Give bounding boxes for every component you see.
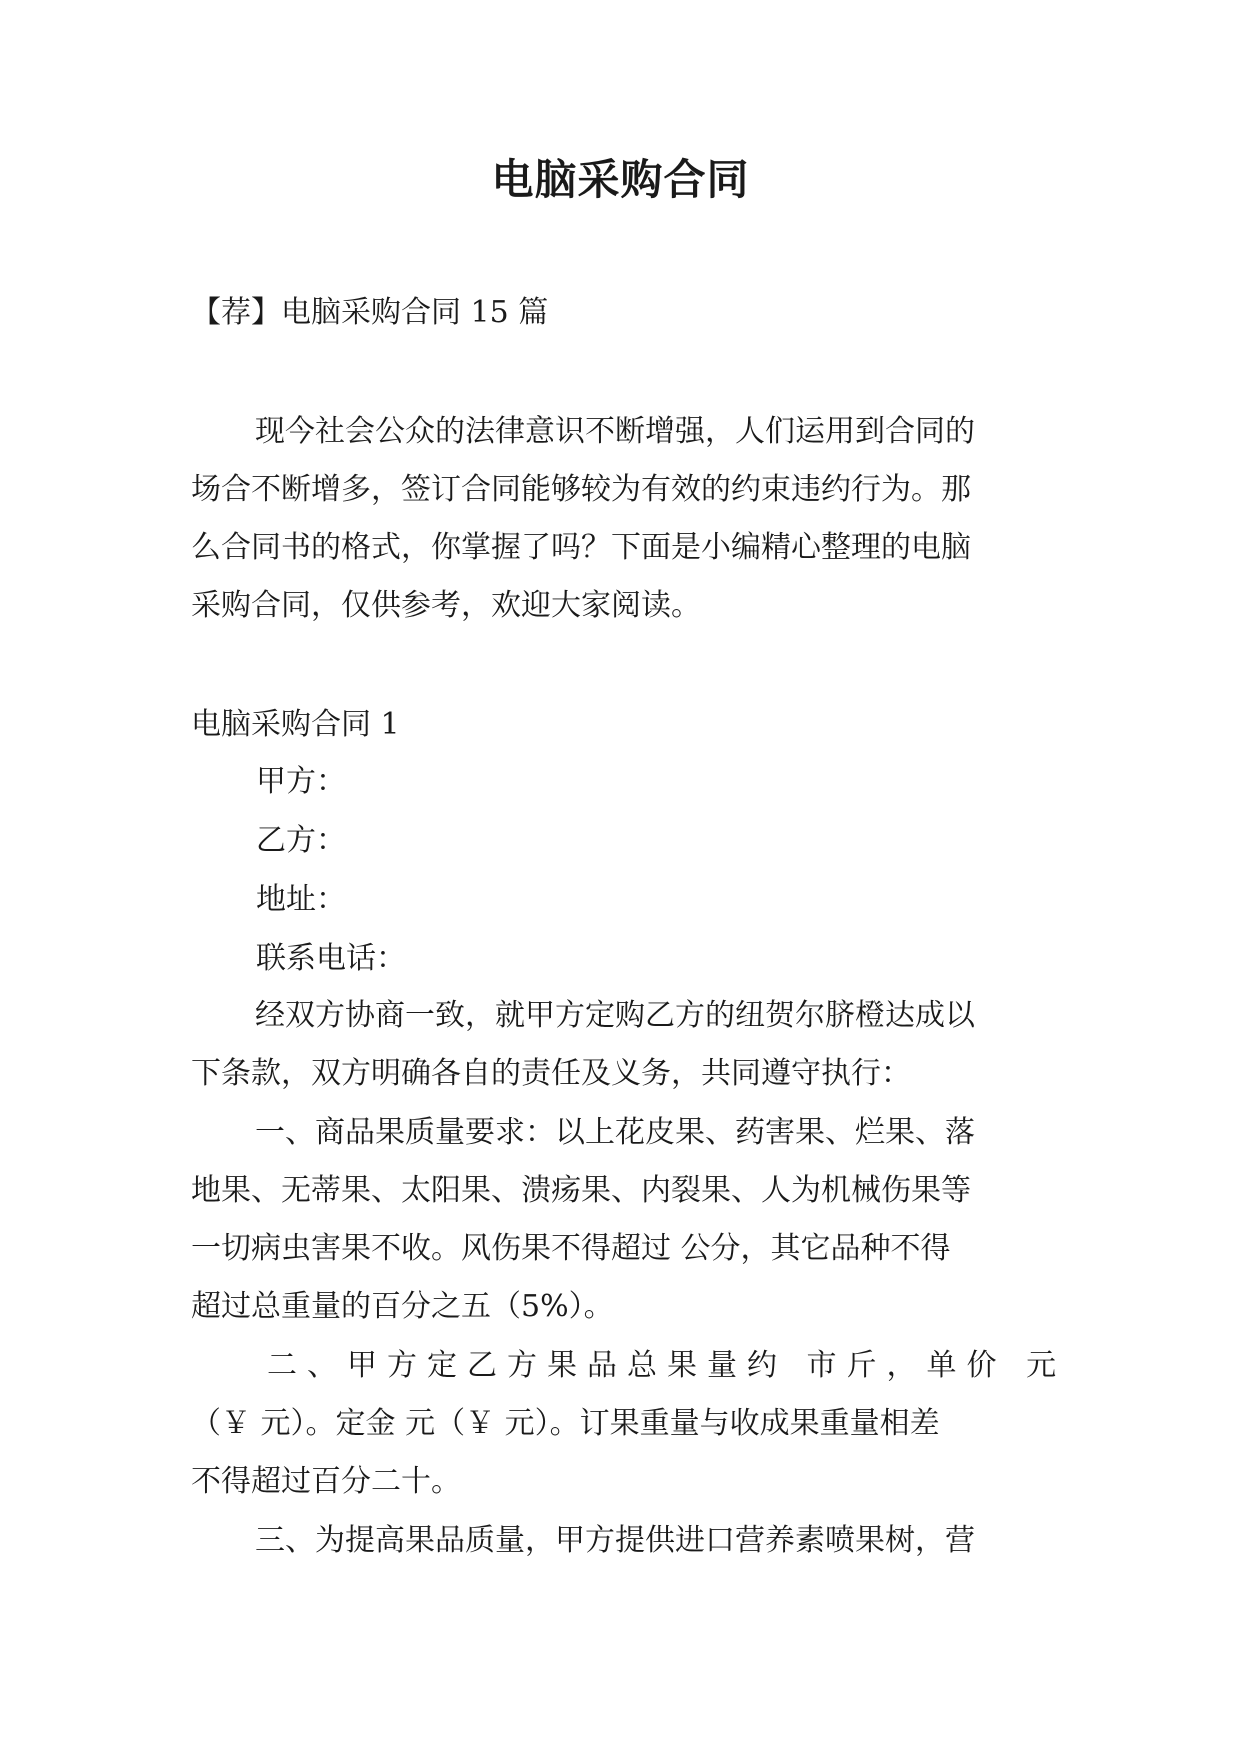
agreement-line: 经双方协商一致，就甲方定购乙方的纽贺尔脐橙达成以 [255,998,975,1033]
quality-line: 一切病虫害果不收。风伤果不得超过 公分，其它品种不得 [191,1231,951,1266]
nutrient-line: 三、为提高果品质量，甲方提供进口营养素喷果树，营 [255,1523,975,1558]
intro-line: 现今社会公众的法律意识不断增强，人们运用到合同的 [255,414,975,449]
quality-line: 地果、无蒂果、太阳果、溃疡果、内裂果、人为机械伤果等 [191,1173,971,1208]
agreement-paragraph [191,987,1051,1103]
address-field [256,871,956,929]
quality-line: 超过总重量的百分之五（5%）。 [191,1289,614,1324]
intro-line: 么合同书的格式，你掌握了吗？下面是小编精心整理的电脑 [191,530,971,565]
party-a-field [256,753,956,811]
party-b-label: 乙方： [256,823,346,858]
quantity-line: 不得超过百分二十。 [191,1464,461,1499]
section-heading-text: 电脑采购合同 1 [191,707,400,742]
page-title: 电脑采购合同 [491,155,750,204]
quality-paragraph [191,1104,1051,1336]
intro-line: 采购合同，仅供参考，欢迎大家阅读。 [191,588,701,623]
quantity-line: （￥ 元）。定金 元（￥ 元）。订果重量与收成果重量相差 [191,1406,940,1441]
nutrient-paragraph [191,1512,1051,1570]
party-b-field [256,812,956,870]
phone-label: 联系电话： [256,941,406,976]
phone-field [256,930,956,988]
party-a-label: 甲方： [256,764,346,799]
section-heading [191,696,1051,754]
quality-line: 一、商品果质量要求：以上花皮果、药害果、烂果、落 [255,1115,975,1150]
agreement-line: 下条款，双方明确各自的责任及义务，共同遵守执行： [191,1056,911,1091]
quantity-line: 二、甲方定乙方果品总果量约 市斤，单价 元 [267,1348,1067,1383]
address-label: 地址： [256,882,346,917]
quantity-paragraph [191,1337,1067,1511]
subtitle-line: 【荐】电脑采购合同 15 篇 [191,295,549,330]
intro-paragraph [191,403,1051,635]
intro-line: 场合不断增多，签订合同能够较为有效的约束违约行为。那 [191,472,971,507]
document-subtitle [191,284,1051,342]
